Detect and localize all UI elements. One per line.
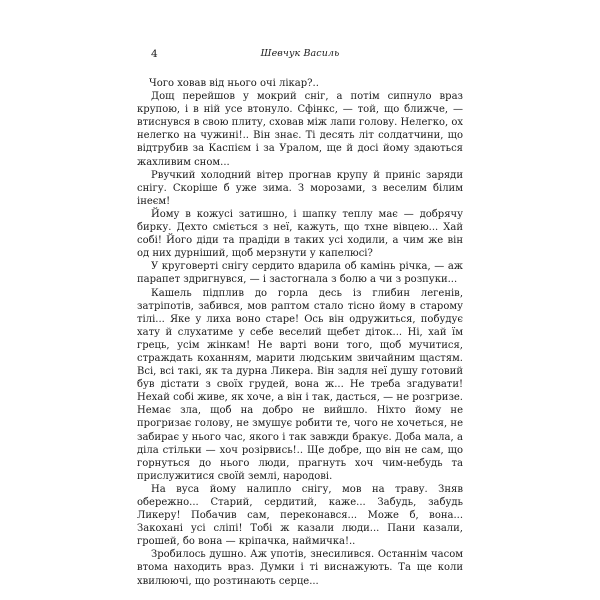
paragraph-4: Йому в кожусі затишно, і шапку теплу має — добрячу бирку. Дехто сміється з неї, кажуть, що тхне вівцею... Хай собі! Його діди та прадіди в таких усі ходили, а чим же він од них дурніший, щоб мерзнути у капелюсі?	[137, 208, 463, 260]
paragraph-2: Дощ перейшов у мокрий сніг, а потім сипнуло враз крупою, і в ній усе втонуло. Сфінкс, — той, що ближче, — втиснувся в свою плиту, сховав між лапи голову. Нелегко, ох нелегко на чужині!.. Він знає. Ті десять літ солдатчини, що відтрубив за Каспієм і за Уралом, ще й досі йому здаються жахливим сном...	[137, 91, 463, 168]
page-number: 4	[151, 48, 158, 60]
paragraph-7: На вуса йому налипло снігу, мов на траву. Зняв обережно... Старий, сердитий, каже... Забудь, забудь Ликеру! Побачив сам, переконався... Може б, вона... Закохані усі сліпі! Тобі ж казали люди... Пани казали, грошей, бо вона — кріпачка, наймичка!..	[137, 483, 463, 548]
running-title: Шевчук Василь	[260, 48, 340, 59]
paragraph-8: Зробилось душно. Аж употів, знесилився. Останнім часом втома находить враз. Думки і ті виснажують. Та ще коли хвилюючі, що розтинають серце...	[137, 549, 463, 587]
paragraph-3: Рвучкий холодний вітер прогнав крупу й приніс заряди снігу. Скоріше б уже зима. З морозами, з веселим білим інеєм!	[137, 169, 463, 207]
paragraph-6: Кашель підплив до горла десь із глибин легенів, затріпотів, забився, мов раптом стало тісно йому в старому тілі... Яке у лиха воно старе! Ось він одружиться, побудує хату й слухатиме у себе веселий щебет діток... Ні, хай їм грець, усім жінкам! Не варті вони того, щоб мучитися, страждать коханням, марити людським звичайним щастям. Всі, всі такі, як та дурна Ликера. Він задля неї душу готовий був дістати з своїх грудей, вона ж... Не треба згадувати! Нехай собі живе, як хоче, а він і так, дасться, — не розгризе. Немає зла, щоб на добро не вийшло. Ніхто йому не прогризає голову, не змушує робити те, чого не хочеться, не забирає у нього час, якого і так завжди бракує. Доба мала, а діла стільки — хоч розірвись!.. Ще добре, що він не сам, що горнуться до нього люди, прагнуть хоч чим-небудь та прислужитися своїй землі, народові.	[137, 287, 463, 482]
paragraph-5: У круговерті снігу сердито вдарила об камінь річка, — аж парапет здригнувся, — і застогнала з болю а чи з розпуки...	[137, 261, 463, 286]
body-text	[137, 77, 463, 588]
paragraph-1: Чого ховав від нього очі лікар?..	[149, 78, 319, 89]
